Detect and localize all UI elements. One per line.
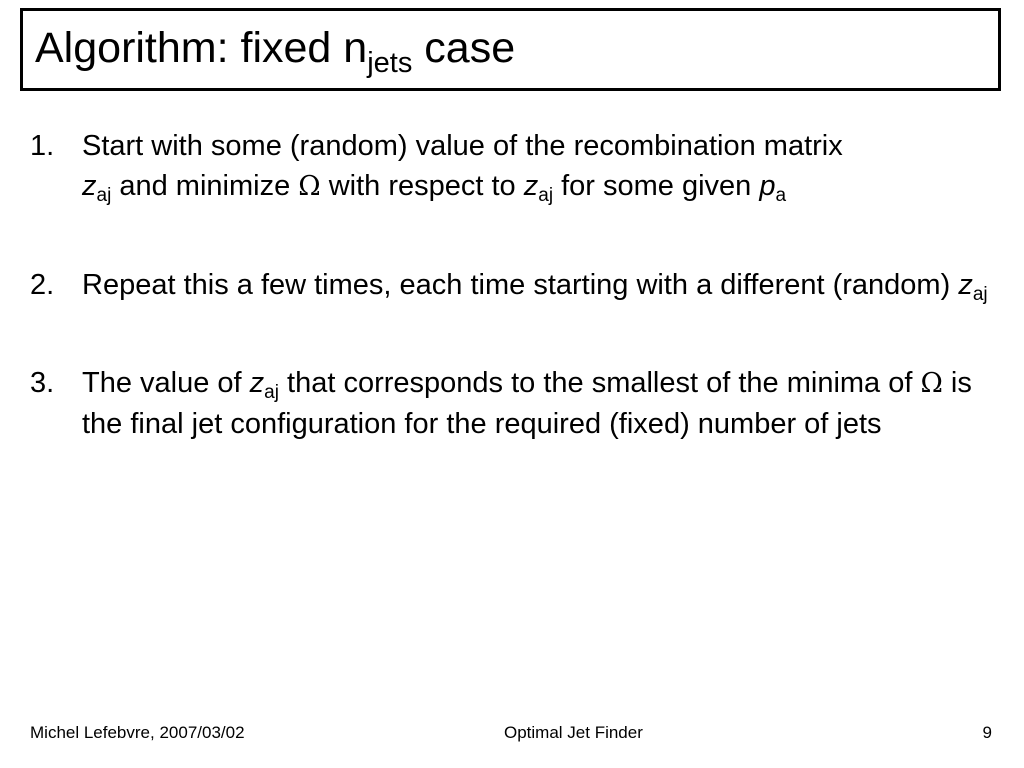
variable-z: z	[523, 170, 539, 202]
text-segment: is the final jet configuration for the required (fixed) number of jets	[82, 367, 972, 440]
variable-z: z	[958, 269, 973, 301]
title-subscript: jets	[367, 47, 413, 79]
list-number: 1.	[30, 130, 55, 162]
numbered-list	[30, 126, 990, 444]
page-number: 9	[982, 723, 992, 742]
list-item-2	[30, 265, 990, 305]
list-item-1	[30, 126, 990, 207]
subscript-aj: aj	[264, 382, 279, 403]
footer-author-date: Michel Lefebvre, 2007/03/02	[30, 723, 245, 742]
list-item-3	[30, 363, 990, 444]
text-segment: and minimize	[111, 170, 299, 202]
subscript-aj: aj	[972, 284, 988, 305]
list-number: 3.	[30, 367, 55, 399]
subscript-a: a	[775, 185, 787, 206]
footer-title: Optimal Jet Finder	[504, 723, 643, 742]
variable-z: z	[82, 170, 97, 202]
variable-z: z	[249, 367, 265, 399]
omega-symbol: Ω	[298, 171, 321, 202]
title-tail: case	[412, 24, 516, 72]
text-segment: Start with some (random) value of the recombination matrix	[82, 130, 843, 162]
subscript-aj: aj	[96, 185, 112, 206]
text-segment: for some given	[553, 170, 760, 202]
title-main: Algorithm: fixed n	[35, 24, 368, 72]
text-segment: Repeat this a few times, each time starting with a different (random)	[82, 269, 959, 301]
text-segment: with respect to	[320, 170, 524, 202]
subscript-aj: aj	[538, 185, 554, 206]
variable-p: p	[759, 170, 776, 202]
omega-symbol: Ω	[920, 368, 943, 399]
slide-title	[35, 22, 516, 79]
text-segment: The value of	[82, 367, 250, 399]
text-segment: that corresponds to the smallest of the minima of	[278, 367, 921, 399]
title-box	[20, 8, 1001, 91]
list-number: 2.	[30, 269, 55, 301]
